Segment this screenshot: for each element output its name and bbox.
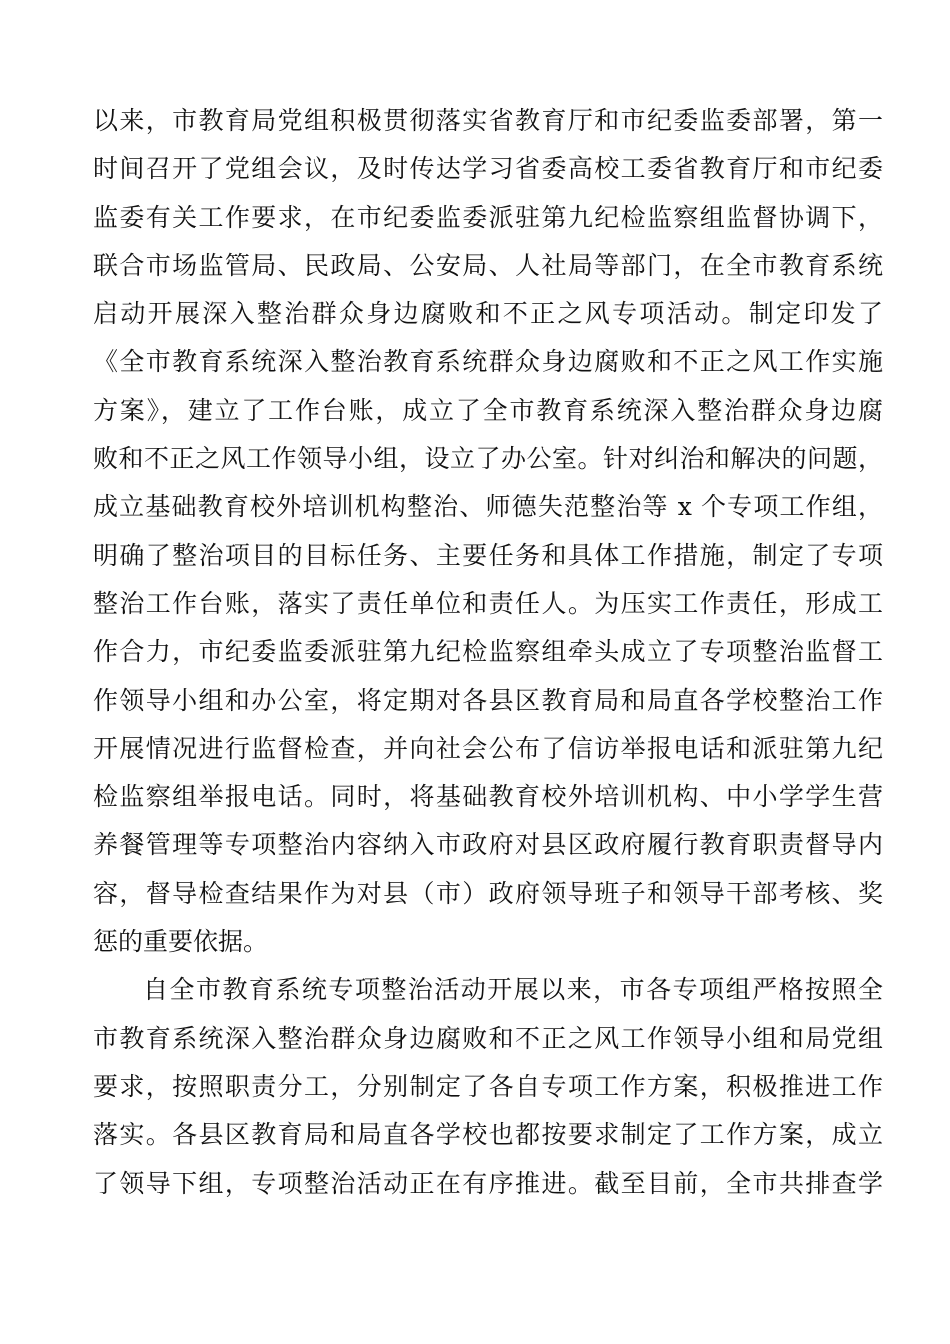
text-line: 联合市场监管局、民政局、公安局、人社局等部门，在全市教育系统 xyxy=(93,250,883,280)
text-line: 开展情况进行监督检查，并向社会公布了信访举报电话和派驻第九纪 xyxy=(93,733,883,763)
text-line: 成立基础教育校外培训机构整治、师德失范整治等 x 个专项工作组， xyxy=(93,492,883,522)
text-line: 以来，市教育局党组积极贯彻落实省教育厅和市纪委监委部署，第一 xyxy=(93,106,883,135)
text-line: 启动开展深入整治群众身边腐败和不正之风专项活动。制定印发了 xyxy=(93,299,883,329)
text-line: 监委有关工作要求，在市纪委监委派驻第九纪检监察组监督协调下， xyxy=(93,202,883,232)
text-line: 落实。各县区教育局和局直各学校也都按要求制定了工作方案，成立 xyxy=(93,1120,883,1150)
text-line: 自全市教育系统专项整治活动开展以来，市各专项组严格按照全 xyxy=(143,975,883,1005)
text-line: 时间召开了党组会议，及时传达学习省委高校工委省教育厅和市纪委 xyxy=(93,154,883,184)
text-line: 作领导小组和办公室，将定期对各县区教育局和局直各学校整治工作 xyxy=(93,685,883,715)
text-line: 容，督导检查结果作为对县（市）政府领导班子和领导干部考核、奖 xyxy=(93,878,883,908)
text-line: 败和不正之风工作领导小组，设立了办公室。针对纠治和解决的问题， xyxy=(93,444,883,474)
paragraph-2 xyxy=(93,966,883,1207)
document-body xyxy=(93,97,883,1208)
text-line: 方案》，建立了工作台账，成立了全市教育系统深入整治群众身边腐 xyxy=(93,395,883,425)
text-line: 市教育系统深入整治群众身边腐败和不正之风工作领导小组和局党组 xyxy=(93,1023,883,1053)
text-line: 明确了整治项目的目标任务、主要任务和具体工作措施，制定了专项 xyxy=(93,540,883,570)
text-line: 了领导下组，专项整治活动正在有序推进。截至目前，全市共排查学 xyxy=(93,1168,883,1198)
text-line: 要求，按照职责分工，分别制定了各自专项工作方案，积极推进工作 xyxy=(93,1071,883,1101)
text-line: 惩的重要依据。 xyxy=(93,927,269,957)
text-line: 养餐管理等专项整治内容纳入市政府对县区政府履行教育职责督导内 xyxy=(93,830,883,860)
text-line: 检监察组举报电话。同时，将基础教育校外培训机构、中小学学生营 xyxy=(93,782,883,812)
text-line: 作合力，市纪委监委派驻第九纪检监察组牵头成立了专项整治监督工 xyxy=(93,637,883,667)
paragraph-1 xyxy=(93,97,883,966)
text-line: 《全市教育系统深入整治教育系统群众身边腐败和不正之风工作实施 xyxy=(93,347,883,377)
text-line: 整治工作台账，落实了责任单位和责任人。为压实工作责任，形成工 xyxy=(93,588,883,618)
